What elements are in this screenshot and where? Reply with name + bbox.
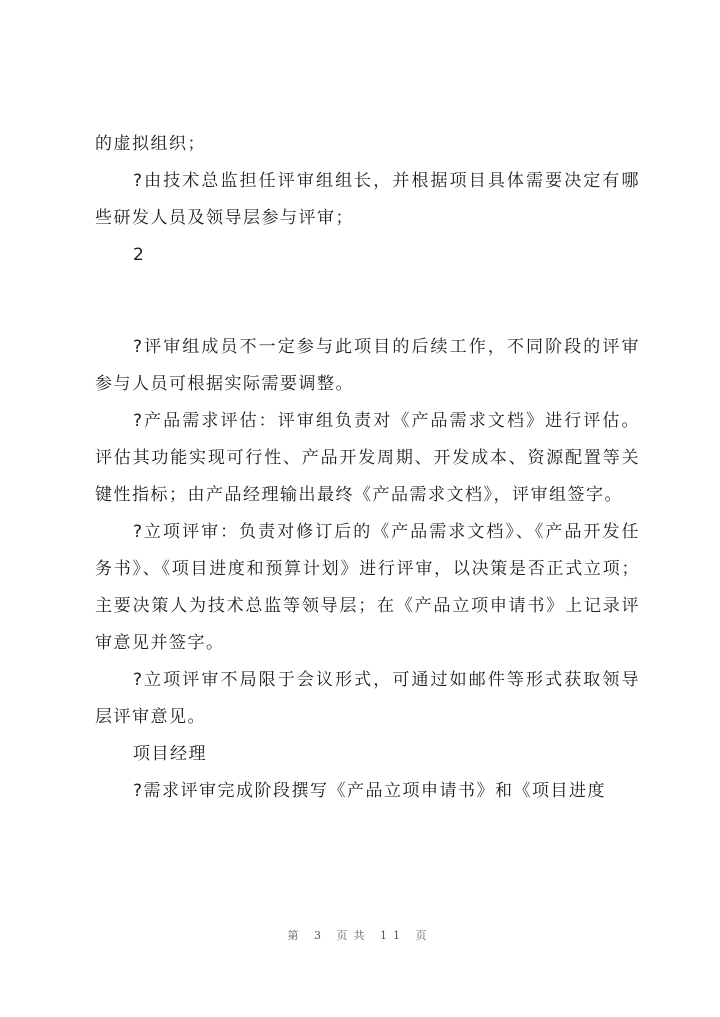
document-body	[95, 126, 640, 810]
section-heading-project-manager: 项目经理	[133, 744, 207, 764]
paragraph-virtual-org: 的虚拟组织；	[95, 134, 206, 154]
paragraph-number: 2	[133, 245, 146, 265]
paragraph-pm-duties: ?需求评审完成阶段撰写《产品立项申请书》和《项目进度	[133, 781, 607, 801]
paragraph-requirement-assessment: ?产品需求评估：评审组负责对《产品需求文档》进行评估。评估其功能实现可行性、产品开发周期、开发成本、资源配置等关键性指标；由产品经理输出最终《产品需求文档》，评审组签字。	[95, 411, 640, 505]
page-number-footer: 第 3 页共 11 页	[287, 929, 433, 942]
paragraph-project-approval-review: ?立项评审：负责对修订后的《产品需求文档》、《产品开发任务书》、《项目进度和预算计划》进行评审，以决策是否正式立项；主要决策人为技术总监等领导层；在《产品立项申请书》上记录评审意见并签字。	[95, 522, 640, 653]
paragraph-review-leader: ?由技术总监担任评审组组长，并根据项目具体需要决定有哪些研发人员及领导层参与评审；	[95, 171, 640, 228]
paragraph-review-format: ?立项评审不局限于会议形式，可通过如邮件等形式获取领导层评审意见。	[95, 670, 640, 727]
paragraph-gap	[95, 274, 640, 329]
paragraph-review-members: ?评审组成员不一定参与此项目的后续工作，不同阶段的评审参与人员可根据实际需要调整。	[95, 337, 640, 394]
